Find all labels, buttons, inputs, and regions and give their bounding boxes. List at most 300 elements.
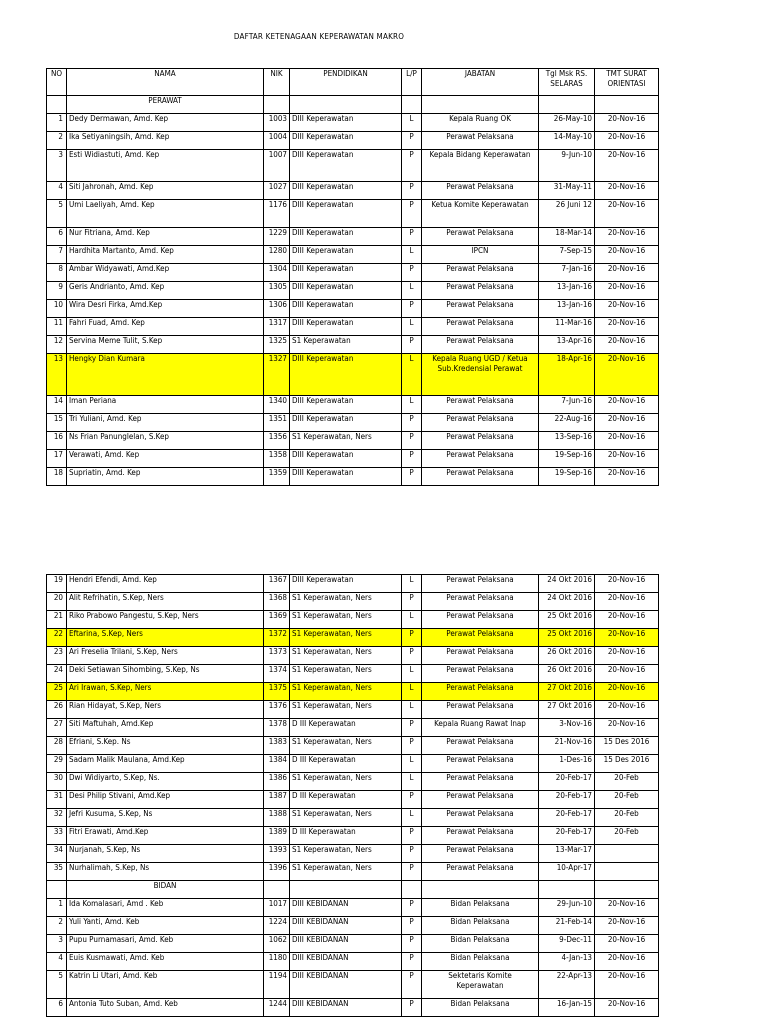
cell-no: 24 — [47, 665, 67, 683]
cell-no: 4 — [47, 182, 67, 200]
section-label-perawat: PERAWAT — [67, 96, 264, 114]
cell-pendidikan: DIII KEBIDANAN — [290, 999, 402, 1017]
cell-tgl-msk: 20-Feb-17 — [539, 773, 595, 791]
table-row — [47, 683, 659, 701]
cell-pendidikan: DIII Keperawatan — [290, 182, 402, 200]
cell-nama: Nur Fitriana, Amd. Kep — [67, 228, 264, 246]
table-row — [47, 999, 659, 1017]
cell-lp: L — [402, 773, 422, 791]
cell-no: 33 — [47, 827, 67, 845]
cell-lp: L — [402, 575, 422, 593]
cell-no: 1 — [47, 899, 67, 917]
cell-pendidikan: DIII Keperawatan — [290, 264, 402, 282]
cell-pendidikan: S1 Keperawatan — [290, 336, 402, 354]
cell-jabatan: Perawat Pelaksana — [422, 827, 539, 845]
table-row — [47, 827, 659, 845]
table-row — [47, 182, 659, 200]
table-row — [47, 755, 659, 773]
cell-no: 12 — [47, 336, 67, 354]
cell-nama: Alit Refrihatin, S.Kep, Ners — [67, 593, 264, 611]
cell-nama: Eftarina, S.Kep, Ners — [67, 629, 264, 647]
cell-nik: 1325 — [264, 336, 290, 354]
cell-nik: 1386 — [264, 773, 290, 791]
cell-tmt: 20-Nov-16 — [595, 683, 659, 701]
cell-tmt: 20-Nov-16 — [595, 228, 659, 246]
cell-lp: P — [402, 450, 422, 468]
cell-tgl-msk: 26-May-10 — [539, 114, 595, 132]
cell-no: 15 — [47, 414, 67, 432]
cell-tmt — [595, 863, 659, 881]
section-row-bidan — [47, 881, 659, 899]
cell-nik: 1374 — [264, 665, 290, 683]
cell-pendidikan: D III Keperawatan — [290, 827, 402, 845]
cell-tgl-msk: 16-Jan-15 — [539, 999, 595, 1017]
table-row — [47, 773, 659, 791]
cell-pendidikan: DIII Keperawatan — [290, 318, 402, 336]
cell-tgl-msk: 22-Aug-16 — [539, 414, 595, 432]
cell-jabatan: Perawat Pelaksana — [422, 396, 539, 414]
cell-nama: Tri Yuliani, Amd. Kep — [67, 414, 264, 432]
cell-nama: Antonia Tuto Suban, Amd. Keb — [67, 999, 264, 1017]
cell-pendidikan: S1 Keperawatan, Ners — [290, 647, 402, 665]
cell-nama: Wira Desri Firka, Amd.Kep — [67, 300, 264, 318]
cell-pendidikan: S1 Keperawatan, Ners — [290, 611, 402, 629]
section-label: BIDAN — [67, 881, 264, 899]
cell-nama: Rian Hidayat, S.Kep, Ners — [67, 701, 264, 719]
cell-tgl-msk: 9-Dec-11 — [539, 935, 595, 953]
cell-jabatan: Perawat Pelaksana — [422, 432, 539, 450]
cell-tgl-msk: 22-Apr-13 — [539, 971, 595, 999]
cell-nik: 1062 — [264, 935, 290, 953]
cell-tgl-msk: 19-Sep-16 — [539, 468, 595, 486]
cell-pendidikan: DIII Keperawatan — [290, 414, 402, 432]
staff-table-perawat — [46, 68, 659, 486]
table-row — [47, 629, 659, 647]
cell-no: 7 — [47, 246, 67, 264]
cell-tmt: 20-Nov-16 — [595, 611, 659, 629]
cell-nik: 1396 — [264, 863, 290, 881]
section-row-perawat — [47, 96, 659, 114]
cell-nama: Ika Setiyaningsih, Amd. Kep — [67, 132, 264, 150]
cell-jabatan: Bidan Pelaksana — [422, 999, 539, 1017]
cell-pendidikan: DIII Keperawatan — [290, 354, 402, 396]
cell-pendidikan: DIII Keperawatan — [290, 114, 402, 132]
cell-nama: Jefri Kusuma, S.Kep, Ns — [67, 809, 264, 827]
cell-no: 1 — [47, 114, 67, 132]
table-row — [47, 300, 659, 318]
cell-tmt: 20-Nov-16 — [595, 132, 659, 150]
cell-pendidikan: DIII KEBIDANAN — [290, 935, 402, 953]
cell-no: 28 — [47, 737, 67, 755]
cell-tmt: 20-Nov-16 — [595, 917, 659, 935]
cell-jabatan: Kepala Ruang Rawat Inap — [422, 719, 539, 737]
cell-jabatan: Bidan Pelaksana — [422, 899, 539, 917]
cell-nama: Hendri Efendi, Amd. Kep — [67, 575, 264, 593]
cell-nik: 1389 — [264, 827, 290, 845]
cell-nama: Hengky Dian Kumara — [67, 354, 264, 396]
cell-lp: P — [402, 791, 422, 809]
cell-tmt: 20-Nov-16 — [595, 468, 659, 486]
cell-tmt: 20-Nov-16 — [595, 318, 659, 336]
cell-nik: 1383 — [264, 737, 290, 755]
cell-jabatan: Perawat Pelaksana — [422, 282, 539, 300]
cell-pendidikan: S1 Keperawatan, Ners — [290, 737, 402, 755]
cell-lp: P — [402, 863, 422, 881]
cell-no: 5 — [47, 971, 67, 999]
cell-pendidikan: D III Keperawatan — [290, 719, 402, 737]
table-row — [47, 863, 659, 881]
cell-nik: 1194 — [264, 971, 290, 999]
empty-cell — [47, 881, 67, 899]
cell-tgl-msk: 21-Nov-16 — [539, 737, 595, 755]
cell-lp: L — [402, 318, 422, 336]
table-row — [47, 264, 659, 282]
cell-jabatan: Perawat Pelaksana — [422, 450, 539, 468]
cell-tgl-msk: 3-Nov-16 — [539, 719, 595, 737]
cell-no: 32 — [47, 809, 67, 827]
cell-tmt: 20-Nov-16 — [595, 114, 659, 132]
cell-tgl-msk: 13-Jan-16 — [539, 300, 595, 318]
cell-pendidikan: S1 Keperawatan, Ners — [290, 432, 402, 450]
cell-tgl-msk: 13-Jan-16 — [539, 282, 595, 300]
cell-nik: 1378 — [264, 719, 290, 737]
cell-nik: 1376 — [264, 701, 290, 719]
cell-tmt: 20-Nov-16 — [595, 719, 659, 737]
cell-nik: 1304 — [264, 264, 290, 282]
table-row — [47, 450, 659, 468]
cell-nama: Ambar Widyawati, Amd.Kep — [67, 264, 264, 282]
cell-tmt: 20-Feb — [595, 827, 659, 845]
cell-no: 23 — [47, 647, 67, 665]
cell-lp: L — [402, 665, 422, 683]
table-row — [47, 150, 659, 182]
cell-pendidikan: DIII Keperawatan — [290, 200, 402, 228]
cell-nik: 1372 — [264, 629, 290, 647]
cell-tmt: 20-Nov-16 — [595, 414, 659, 432]
cell-lp: L — [402, 114, 422, 132]
cell-nik: 1356 — [264, 432, 290, 450]
cell-lp: P — [402, 150, 422, 182]
cell-lp: L — [402, 396, 422, 414]
cell-nama: Euis Kusmawati, Amd. Keb — [67, 953, 264, 971]
empty-cell — [595, 881, 659, 899]
cell-jabatan: Perawat Pelaksana — [422, 300, 539, 318]
cell-lp: L — [402, 755, 422, 773]
table-row — [47, 318, 659, 336]
cell-tgl-msk: 4-Jan-13 — [539, 953, 595, 971]
cell-lp: P — [402, 336, 422, 354]
cell-lp: P — [402, 300, 422, 318]
cell-tgl-msk: 10-Apr-17 — [539, 863, 595, 881]
cell-jabatan: Perawat Pelaksana — [422, 228, 539, 246]
cell-no: 27 — [47, 719, 67, 737]
cell-nama: Fitri Erawati, Amd.Kep — [67, 827, 264, 845]
header-nik: NIK — [264, 69, 290, 96]
cell-pendidikan: S1 Keperawatan, Ners — [290, 665, 402, 683]
cell-no: 8 — [47, 264, 67, 282]
table-row — [47, 917, 659, 935]
cell-no: 17 — [47, 450, 67, 468]
cell-jabatan: IPCN — [422, 246, 539, 264]
cell-nik: 1373 — [264, 647, 290, 665]
cell-jabatan: Perawat Pelaksana — [422, 611, 539, 629]
cell-nik: 1317 — [264, 318, 290, 336]
cell-nama: Ida Komalasari, Amd . Keb — [67, 899, 264, 917]
empty-cell — [422, 881, 539, 899]
cell-lp: L — [402, 282, 422, 300]
cell-no: 3 — [47, 150, 67, 182]
cell-no: 6 — [47, 228, 67, 246]
cell-nama: Katrin Li Utari, Amd. Keb — [67, 971, 264, 999]
table-row — [47, 396, 659, 414]
cell-jabatan: Perawat Pelaksana — [422, 845, 539, 863]
cell-nama: Nurjanah, S.Kep, Ns — [67, 845, 264, 863]
cell-jabatan: Ketua Komite Keperawatan — [422, 200, 539, 228]
cell-tmt: 20-Nov-16 — [595, 300, 659, 318]
cell-lp: P — [402, 647, 422, 665]
table-row — [47, 468, 659, 486]
cell-pendidikan: DIII KEBIDANAN — [290, 971, 402, 999]
cell-lp: P — [402, 182, 422, 200]
cell-tmt: 20-Nov-16 — [595, 629, 659, 647]
cell-tmt: 20-Nov-16 — [595, 354, 659, 396]
cell-pendidikan: D III Keperawatan — [290, 791, 402, 809]
cell-tgl-msk: 29-Jun-10 — [539, 899, 595, 917]
cell-nik: 1305 — [264, 282, 290, 300]
table-header-row — [47, 69, 659, 96]
cell-tgl-msk: 7-Jun-16 — [539, 396, 595, 414]
cell-tgl-msk: 27 Okt 2016 — [539, 683, 595, 701]
table-row — [47, 935, 659, 953]
cell-jabatan: Bidan Pelaksana — [422, 953, 539, 971]
cell-pendidikan: D III Keperawatan — [290, 755, 402, 773]
cell-tgl-msk: 24 Okt 2016 — [539, 593, 595, 611]
cell-nik: 1229 — [264, 228, 290, 246]
cell-jabatan: Perawat Pelaksana — [422, 647, 539, 665]
cell-lp: P — [402, 737, 422, 755]
table-row — [47, 354, 659, 396]
cell-tmt: 20-Nov-16 — [595, 246, 659, 264]
cell-pendidikan: S1 Keperawatan, Ners — [290, 701, 402, 719]
cell-lp: P — [402, 264, 422, 282]
cell-tgl-msk: 9-Jun-10 — [539, 150, 595, 182]
cell-tgl-msk: 13-Mar-17 — [539, 845, 595, 863]
cell-nik: 1027 — [264, 182, 290, 200]
cell-tgl-msk: 26 Okt 2016 — [539, 665, 595, 683]
empty-cell — [402, 881, 422, 899]
cell-no: 35 — [47, 863, 67, 881]
cell-tgl-msk: 13-Apr-16 — [539, 336, 595, 354]
cell-no: 21 — [47, 611, 67, 629]
empty-cell — [539, 881, 595, 899]
cell-nik: 1359 — [264, 468, 290, 486]
header-tmt: TMT SURAT ORIENTASI — [595, 69, 659, 96]
cell-no: 16 — [47, 432, 67, 450]
cell-lp: P — [402, 845, 422, 863]
cell-tgl-msk: 13-Sep-16 — [539, 432, 595, 450]
cell-nik: 1393 — [264, 845, 290, 863]
cell-tmt: 20-Nov-16 — [595, 200, 659, 228]
cell-tgl-msk: 19-Sep-16 — [539, 450, 595, 468]
cell-lp: L — [402, 354, 422, 396]
empty-cell — [264, 881, 290, 899]
cell-jabatan: Perawat Pelaksana — [422, 809, 539, 827]
cell-pendidikan: S1 Keperawatan, Ners — [290, 809, 402, 827]
staff-table-continued — [46, 574, 659, 1017]
cell-nik: 1369 — [264, 611, 290, 629]
cell-pendidikan: DIII Keperawatan — [290, 468, 402, 486]
cell-lp: P — [402, 899, 422, 917]
cell-jabatan: Bidan Pelaksana — [422, 935, 539, 953]
cell-pendidikan: S1 Keperawatan, Ners — [290, 773, 402, 791]
cell-lp: P — [402, 827, 422, 845]
cell-no: 6 — [47, 999, 67, 1017]
table-row — [47, 845, 659, 863]
cell-nik: 1351 — [264, 414, 290, 432]
cell-nik: 1306 — [264, 300, 290, 318]
cell-nik: 1368 — [264, 593, 290, 611]
cell-no: 4 — [47, 953, 67, 971]
cell-jabatan: Perawat Pelaksana — [422, 683, 539, 701]
cell-jabatan: Perawat Pelaksana — [422, 182, 539, 200]
table-row — [47, 611, 659, 629]
table-row — [47, 719, 659, 737]
cell-pendidikan: DIII Keperawatan — [290, 228, 402, 246]
cell-no: 14 — [47, 396, 67, 414]
table-row — [47, 132, 659, 150]
cell-tgl-msk: 25 Okt 2016 — [539, 629, 595, 647]
cell-nama: Siti Jahronah, Amd. Kep — [67, 182, 264, 200]
cell-nama: Dedy Dermawan, Amd. Kep — [67, 114, 264, 132]
header-nama: NAMA — [67, 69, 264, 96]
cell-tmt: 20-Feb — [595, 773, 659, 791]
table-row — [47, 414, 659, 432]
cell-jabatan: Perawat Pelaksana — [422, 701, 539, 719]
cell-no: 5 — [47, 200, 67, 228]
table-row — [47, 899, 659, 917]
cell-lp: P — [402, 593, 422, 611]
table-row — [47, 593, 659, 611]
cell-pendidikan: DIII Keperawatan — [290, 150, 402, 182]
cell-nik: 1180 — [264, 953, 290, 971]
cell-nama: Supriatin, Amd. Kep — [67, 468, 264, 486]
cell-tmt: 20-Nov-16 — [595, 899, 659, 917]
cell-tgl-msk: 1-Des-16 — [539, 755, 595, 773]
cell-lp: L — [402, 701, 422, 719]
cell-tgl-msk: 20-Feb-17 — [539, 809, 595, 827]
cell-no: 25 — [47, 683, 67, 701]
cell-pendidikan: S1 Keperawatan, Ners — [290, 845, 402, 863]
cell-nama: Ns Frian Panunglelan, S.Kep — [67, 432, 264, 450]
cell-tmt: 20-Nov-16 — [595, 282, 659, 300]
cell-nik: 1367 — [264, 575, 290, 593]
cell-tgl-msk: 25 Okt 2016 — [539, 611, 595, 629]
cell-nama: Verawati, Amd. Kep — [67, 450, 264, 468]
cell-lp: P — [402, 917, 422, 935]
cell-no: 31 — [47, 791, 67, 809]
cell-jabatan: Perawat Pelaksana — [422, 863, 539, 881]
cell-lp: P — [402, 414, 422, 432]
cell-nik: 1244 — [264, 999, 290, 1017]
cell-tgl-msk: 26 Juni 12 — [539, 200, 595, 228]
cell-lp: P — [402, 468, 422, 486]
cell-tmt: 15 Des 2016 — [595, 737, 659, 755]
cell-tgl-msk: 21-Feb-14 — [539, 917, 595, 935]
cell-pendidikan: DIII Keperawatan — [290, 396, 402, 414]
cell-tmt: 20-Nov-16 — [595, 665, 659, 683]
cell-tgl-msk: 11-Mar-16 — [539, 318, 595, 336]
cell-nik: 1388 — [264, 809, 290, 827]
cell-tmt: 20-Nov-16 — [595, 647, 659, 665]
cell-lp: P — [402, 200, 422, 228]
cell-no: 26 — [47, 701, 67, 719]
cell-nama: Esti Widiastuti, Amd. Kep — [67, 150, 264, 182]
cell-lp: P — [402, 935, 422, 953]
page-title: DAFTAR KETENAGAAN KEPERAWATAN MAKRO — [233, 32, 405, 41]
cell-nama: Iman Periana — [67, 396, 264, 414]
cell-tmt: 20-Nov-16 — [595, 953, 659, 971]
cell-jabatan: Perawat Pelaksana — [422, 264, 539, 282]
cell-nama: Servina Meme Tulit, S.Kep — [67, 336, 264, 354]
cell-nik: 1017 — [264, 899, 290, 917]
cell-nama: Fahri Fuad, Amd. Kep — [67, 318, 264, 336]
cell-nik: 1384 — [264, 755, 290, 773]
cell-lp: L — [402, 611, 422, 629]
cell-jabatan: Kepala Bidang Keperawatan — [422, 150, 539, 182]
cell-nama: Ari Freselia Trilani, S.Kep, Ners — [67, 647, 264, 665]
cell-nik: 1007 — [264, 150, 290, 182]
cell-jabatan: Perawat Pelaksana — [422, 755, 539, 773]
cell-tmt: 20-Nov-16 — [595, 432, 659, 450]
cell-nama: Nurhalimah, S.Kep, Ns — [67, 863, 264, 881]
cell-no: 19 — [47, 575, 67, 593]
cell-jabatan: Perawat Pelaksana — [422, 318, 539, 336]
cell-tmt: 20-Nov-16 — [595, 396, 659, 414]
table-row — [47, 953, 659, 971]
cell-lp: L — [402, 246, 422, 264]
cell-pendidikan: S1 Keperawatan, Ners — [290, 629, 402, 647]
cell-no: 18 — [47, 468, 67, 486]
cell-nama: Hardhita Martanto, Amd. Kep — [67, 246, 264, 264]
cell-no: 30 — [47, 773, 67, 791]
cell-jabatan: Bidan Pelaksana — [422, 917, 539, 935]
cell-jabatan: Perawat Pelaksana — [422, 575, 539, 593]
cell-jabatan: Perawat Pelaksana — [422, 336, 539, 354]
cell-no: 34 — [47, 845, 67, 863]
cell-nama: Sadam Malik Maulana, Amd.Kep — [67, 755, 264, 773]
cell-nama: Dwi Widiyarto, S.Kep, Ns. — [67, 773, 264, 791]
cell-lp: P — [402, 971, 422, 999]
cell-tgl-msk: 7-Sep-15 — [539, 246, 595, 264]
cell-nama: Siti Maftuhah, Amd.Kep — [67, 719, 264, 737]
cell-pendidikan: S1 Keperawatan, Ners — [290, 683, 402, 701]
cell-no: 10 — [47, 300, 67, 318]
cell-lp: L — [402, 809, 422, 827]
cell-tgl-msk: 26 Okt 2016 — [539, 647, 595, 665]
cell-tmt: 20-Nov-16 — [595, 182, 659, 200]
table-row — [47, 336, 659, 354]
cell-tmt: 20-Feb — [595, 809, 659, 827]
cell-nik: 1375 — [264, 683, 290, 701]
table-row — [47, 665, 659, 683]
cell-tmt: 20-Nov-16 — [595, 150, 659, 182]
cell-lp: P — [402, 629, 422, 647]
cell-no: 11 — [47, 318, 67, 336]
cell-nama: Geris Andrianto, Amd. Kep — [67, 282, 264, 300]
cell-pendidikan: DIII KEBIDANAN — [290, 899, 402, 917]
header-no: NO — [47, 69, 67, 96]
cell-tmt: 20-Nov-16 — [595, 999, 659, 1017]
